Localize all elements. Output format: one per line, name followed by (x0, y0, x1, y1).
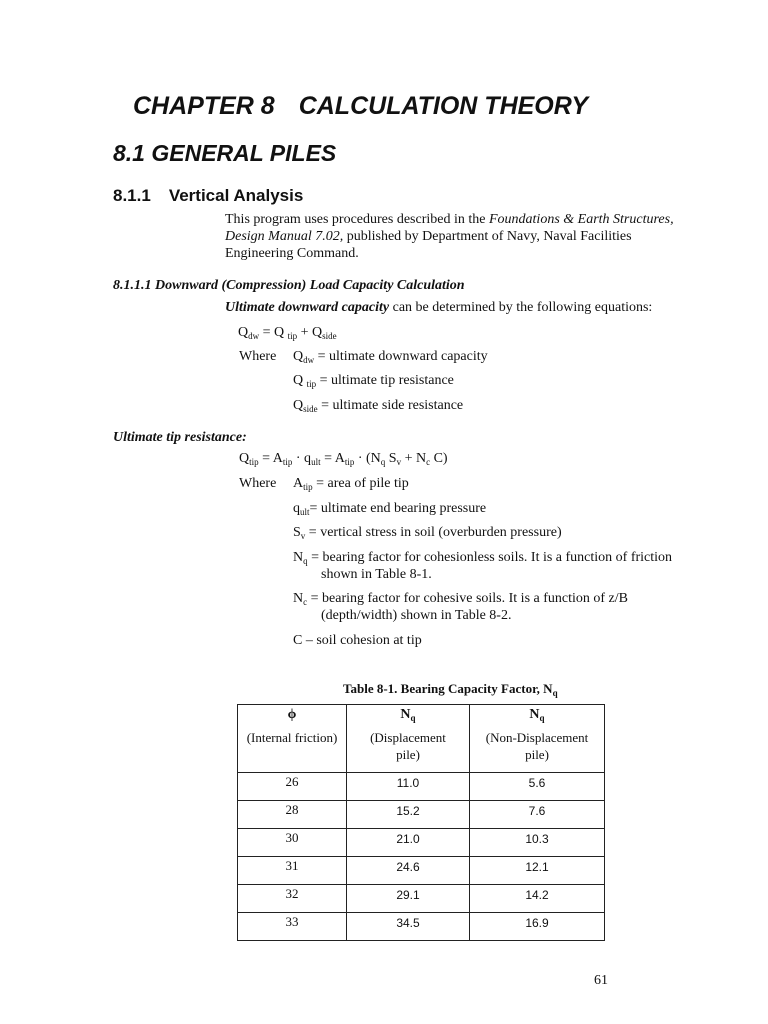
intro-line-3: Engineering Command. (225, 246, 359, 261)
header-nq-non-displacement: $N_q$ (Non-Displacement pile) (470, 705, 605, 773)
intro-citation: Foundations & Earth Structures, (488, 212, 674, 227)
intro-text-cont: published by Department of Navy, Naval Facilities (343, 229, 632, 244)
downward-lead (225, 299, 652, 316)
tip-where: Where (239, 476, 277, 491)
tip-def-nq-cont: shown in Table 8-1. (321, 567, 432, 582)
chapter-number: CHAPTER 8 (133, 92, 275, 120)
header-friction-angle (238, 705, 347, 773)
table-row: 30 21.0 10.3 (238, 829, 605, 857)
tip-def-atip: $A_{tip}$ = area of pile tip (293, 476, 409, 492)
tip-def-nc: $N_c$ = bearing factor for cohesive soils. It is a function of z/B (293, 591, 628, 607)
downward-heading: 8.1.1.1 Downward (Compression) Load Capacity Calculation (113, 278, 465, 293)
page-number: 61 (594, 973, 608, 988)
header-label: (Internal friction) (246, 730, 338, 745)
table-header-row (238, 705, 605, 773)
downward-def-qdw: $Q_{dw}$ = ultimate downward capacity (293, 349, 488, 365)
downward-def-qtip: Q $_{tip}$ = ultimate tip resistance (293, 373, 454, 389)
subsection-title: Vertical Analysis (168, 186, 304, 205)
table-caption: Table 8-1. Bearing Capacity Factor, $N_q$ (343, 681, 558, 698)
phi-symbol: ϕ (287, 707, 297, 722)
downward-where: Where (239, 349, 277, 364)
bearing-capacity-table (237, 704, 605, 941)
intro-line-2 (225, 228, 632, 245)
subsection-number: 8.1.1 (113, 186, 151, 205)
header-label: pile) (525, 747, 549, 762)
tip-def-sv: $S_v$ = vertical stress in soil (overburden pressure) (293, 525, 562, 541)
table-row: 33 34.5 16.9 (238, 913, 605, 941)
tip-def-nq: $N_q$ = bearing factor for cohesionless soils. It is a function of friction (293, 550, 673, 566)
downward-lead-text: can be determined by the following equations: (389, 300, 653, 315)
header-label: pile) (396, 747, 420, 762)
intro-citation-cont: Design Manual 7.02, (225, 229, 344, 244)
chapter-title (133, 92, 588, 121)
table-row: 28 15.2 7.6 (238, 801, 605, 829)
downward-equation: $Q_{dw} = Q$ $_{tip} + Q_{side}$ (238, 325, 337, 341)
table-row: 31 24.6 12.1 (238, 857, 605, 885)
table-row: 32 29.1 14.2 (238, 885, 605, 913)
tip-def-qult: $q_{ult}=$ ultimate end bearing pressure (293, 501, 487, 517)
tip-equation: $Q_{tip} = A_{tip} \cdot q_{ult} = A_{tip} \cdot (N_q$ $S_v + N_c$ C) (239, 451, 448, 467)
header-label: (Displacement (370, 730, 446, 745)
intro-line-1 (225, 211, 674, 228)
downward-def-qside: $Q_{side}$ = ultimate side resistance (293, 398, 464, 414)
tip-heading: Ultimate tip resistance: (113, 430, 247, 445)
downward-lead-term: Ultimate downward capacity (225, 300, 390, 315)
chapter-name: CALCULATION THEORY (298, 92, 589, 120)
header-nq-displacement: $N_q$ (Displacement pile) (347, 705, 470, 773)
tip-def-nc-cont: (depth/width) shown in Table 8-2. (321, 608, 512, 623)
subsection-heading (113, 186, 303, 206)
header-label: (Non-Displacement (485, 730, 589, 745)
table-row: 26 11.0 5.6 (238, 773, 605, 801)
section-heading: 8.1 GENERAL PILES (113, 140, 337, 166)
intro-text: This program uses procedures described in the (225, 212, 489, 227)
tip-def-c: C – soil cohesion at tip (293, 633, 422, 648)
